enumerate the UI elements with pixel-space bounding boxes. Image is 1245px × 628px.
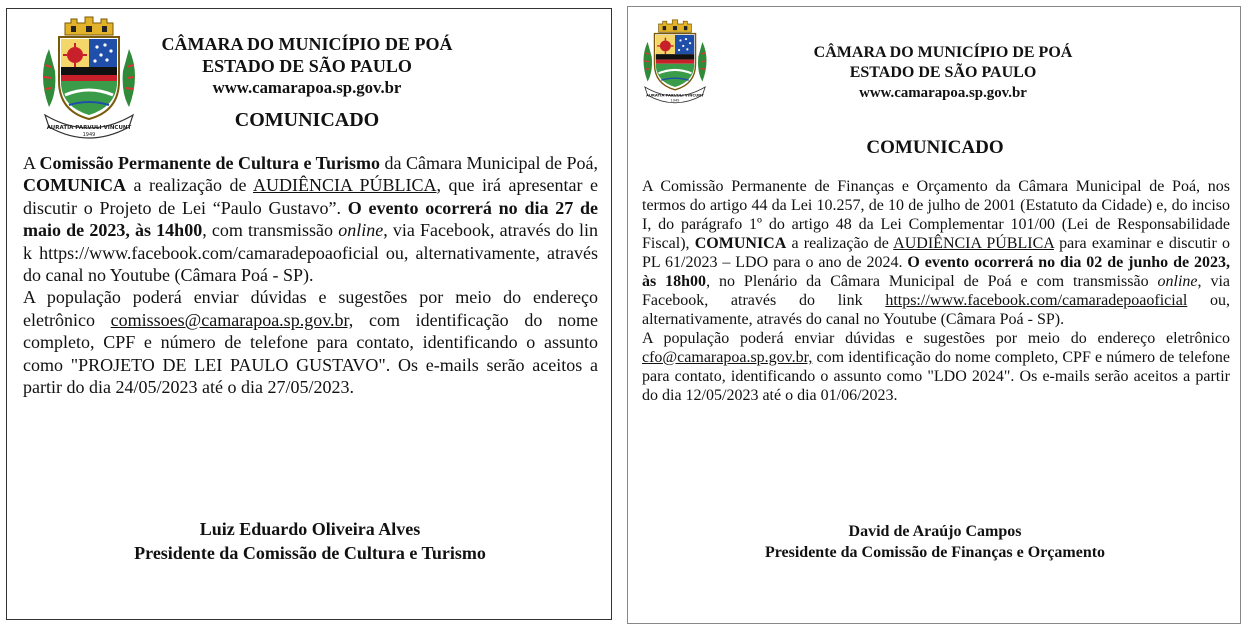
- email-link[interactable]: cfo@camarapoa.sp.gov.br,: [642, 349, 813, 366]
- institution-header: [718, 43, 1168, 103]
- paragraph-2: A população poderá enviar dúvidas e sugestões por meio do endereço eletrônico cfo@camarapoa.sp.gov.br, com identificação do nome completo, CPF e número de telefone para contato, identificando o assunto como "LDO 2024". Os e-mails serão aceitos a partir do dia 12/05/2023 até o dia 01/06/2023.: [642, 330, 1230, 404]
- signature-block: [7, 517, 613, 565]
- institution-name: CÂMARA DO MUNICÍPIO DE POÁ: [161, 34, 453, 54]
- notice-title: COMUNICADO: [866, 137, 1004, 158]
- institution-header: [157, 33, 457, 99]
- audiencia-publica-text: AUDIÊNCIA PÚBLICA: [893, 235, 1054, 252]
- signer-role: Presidente da Comissão de Cultura e Turismo: [134, 543, 486, 563]
- facebook-link[interactable]: https://www.facebook.com/camaradepoaoficial: [885, 292, 1188, 309]
- state-name: ESTADO DE SÃO PAULO: [849, 64, 1037, 81]
- audiencia-publica-text: AUDIÊNCIA PÚBLICA: [252, 175, 437, 196]
- crest-year: 1949: [82, 132, 96, 138]
- coat-of-arms-logo: [638, 13, 712, 109]
- email-link[interactable]: comissoes@camarapoa.sp.gov.br,: [110, 309, 354, 330]
- signature-block: [628, 521, 1242, 563]
- crest-motto: AURATIA PARVULI VINCUNT: [46, 125, 132, 131]
- paragraph-1: A Comissão Permanente de Cultura e Turismo da Câmara Municipal de Poá, COMUNICA a realização de AUDIÊNCIA PÚBLICA, que irá apresentar e discutir o Projeto de Lei “Paulo Gustavo”. O evento ocorrerá no dia 27 de maio de 2023, às 14h00, com transmissão online, via Facebook, através do link https://www.facebook.com/camaradepoaoficial ou, alternativamente, através do canal no Youtube (Câmara Poá - SP).: [23, 153, 598, 286]
- crest-container: [35, 15, 143, 139]
- crest-container: [638, 13, 712, 109]
- event-date-text: O evento ocorrerá no dia 02 de junho de 2023, às 18h00: [642, 254, 1231, 290]
- paragraph-1: A Comissão Permanente de Finanças e Orçamento da Câmara Municipal de Poá, nos termos do artigo 44 da Lei 10.257, de 10 de julho de 2001 (Estatuto da Cidade) e, do inciso I, do parágrafo 1º do artigo 48 da Lei Complementar 101/00 (Lei de Responsabilidade Fiscal), COMUNICA a realização de AUDIÊNCIA PÚBLICA para examinar e discutir o PL 61/2023 – LDO para o ano de 2024. O evento ocorrerá no dia 02 de junho de 2023, às 18h00, no Plenário da Câmara Municipal de Poá e com transmissão online, via Facebook, através do link https://www.facebook.com/camaradepoaoficial ou, alternativamente, através do canal no Youtube (Câmara Poá - SP).: [642, 178, 1231, 328]
- signer-role: Presidente da Comissão de Finanças e Orçamento: [764, 544, 1106, 561]
- coat-of-arms-logo: [35, 15, 143, 139]
- event-date-text: O evento ocorrerá no dia 27 de maio de 2023, às 14h00: [23, 197, 598, 241]
- signer-name: Luiz Eduardo Oliveira Alves: [199, 519, 421, 539]
- institution-name: CÂMARA DO MUNICÍPIO DE POÁ: [813, 44, 1073, 61]
- website-text: www.camarapoa.sp.gov.br: [859, 85, 1027, 101]
- website-text: www.camarapoa.sp.gov.br: [212, 78, 402, 97]
- signer-name: David de Araújo Campos: [848, 523, 1022, 540]
- notice-financas-orcamento: [627, 6, 1241, 624]
- notice-cultura-turismo: [6, 8, 612, 620]
- state-name: ESTADO DE SÃO PAULO: [202, 56, 412, 76]
- notice-body: [23, 152, 598, 398]
- crest-year: 1949: [670, 98, 680, 103]
- paragraph-2: A população poderá enviar dúvidas e sugestões por meio do endereço eletrônico comissoes@camarapoa.sp.gov.br, com identificação do nome completo, CPF e número de telefone para contato, identificando o assunto como "PROJETO DE LEI PAULO GUSTAVO". Os e-mails serão aceitos a partir do dia 24/05/2023 até o dia 27/05/2023.: [23, 287, 598, 398]
- notice-body: [642, 177, 1230, 405]
- notice-title: COMUNICADO: [234, 109, 380, 131]
- crest-motto: AURATIA PARVULI VINCUNT: [646, 93, 704, 98]
